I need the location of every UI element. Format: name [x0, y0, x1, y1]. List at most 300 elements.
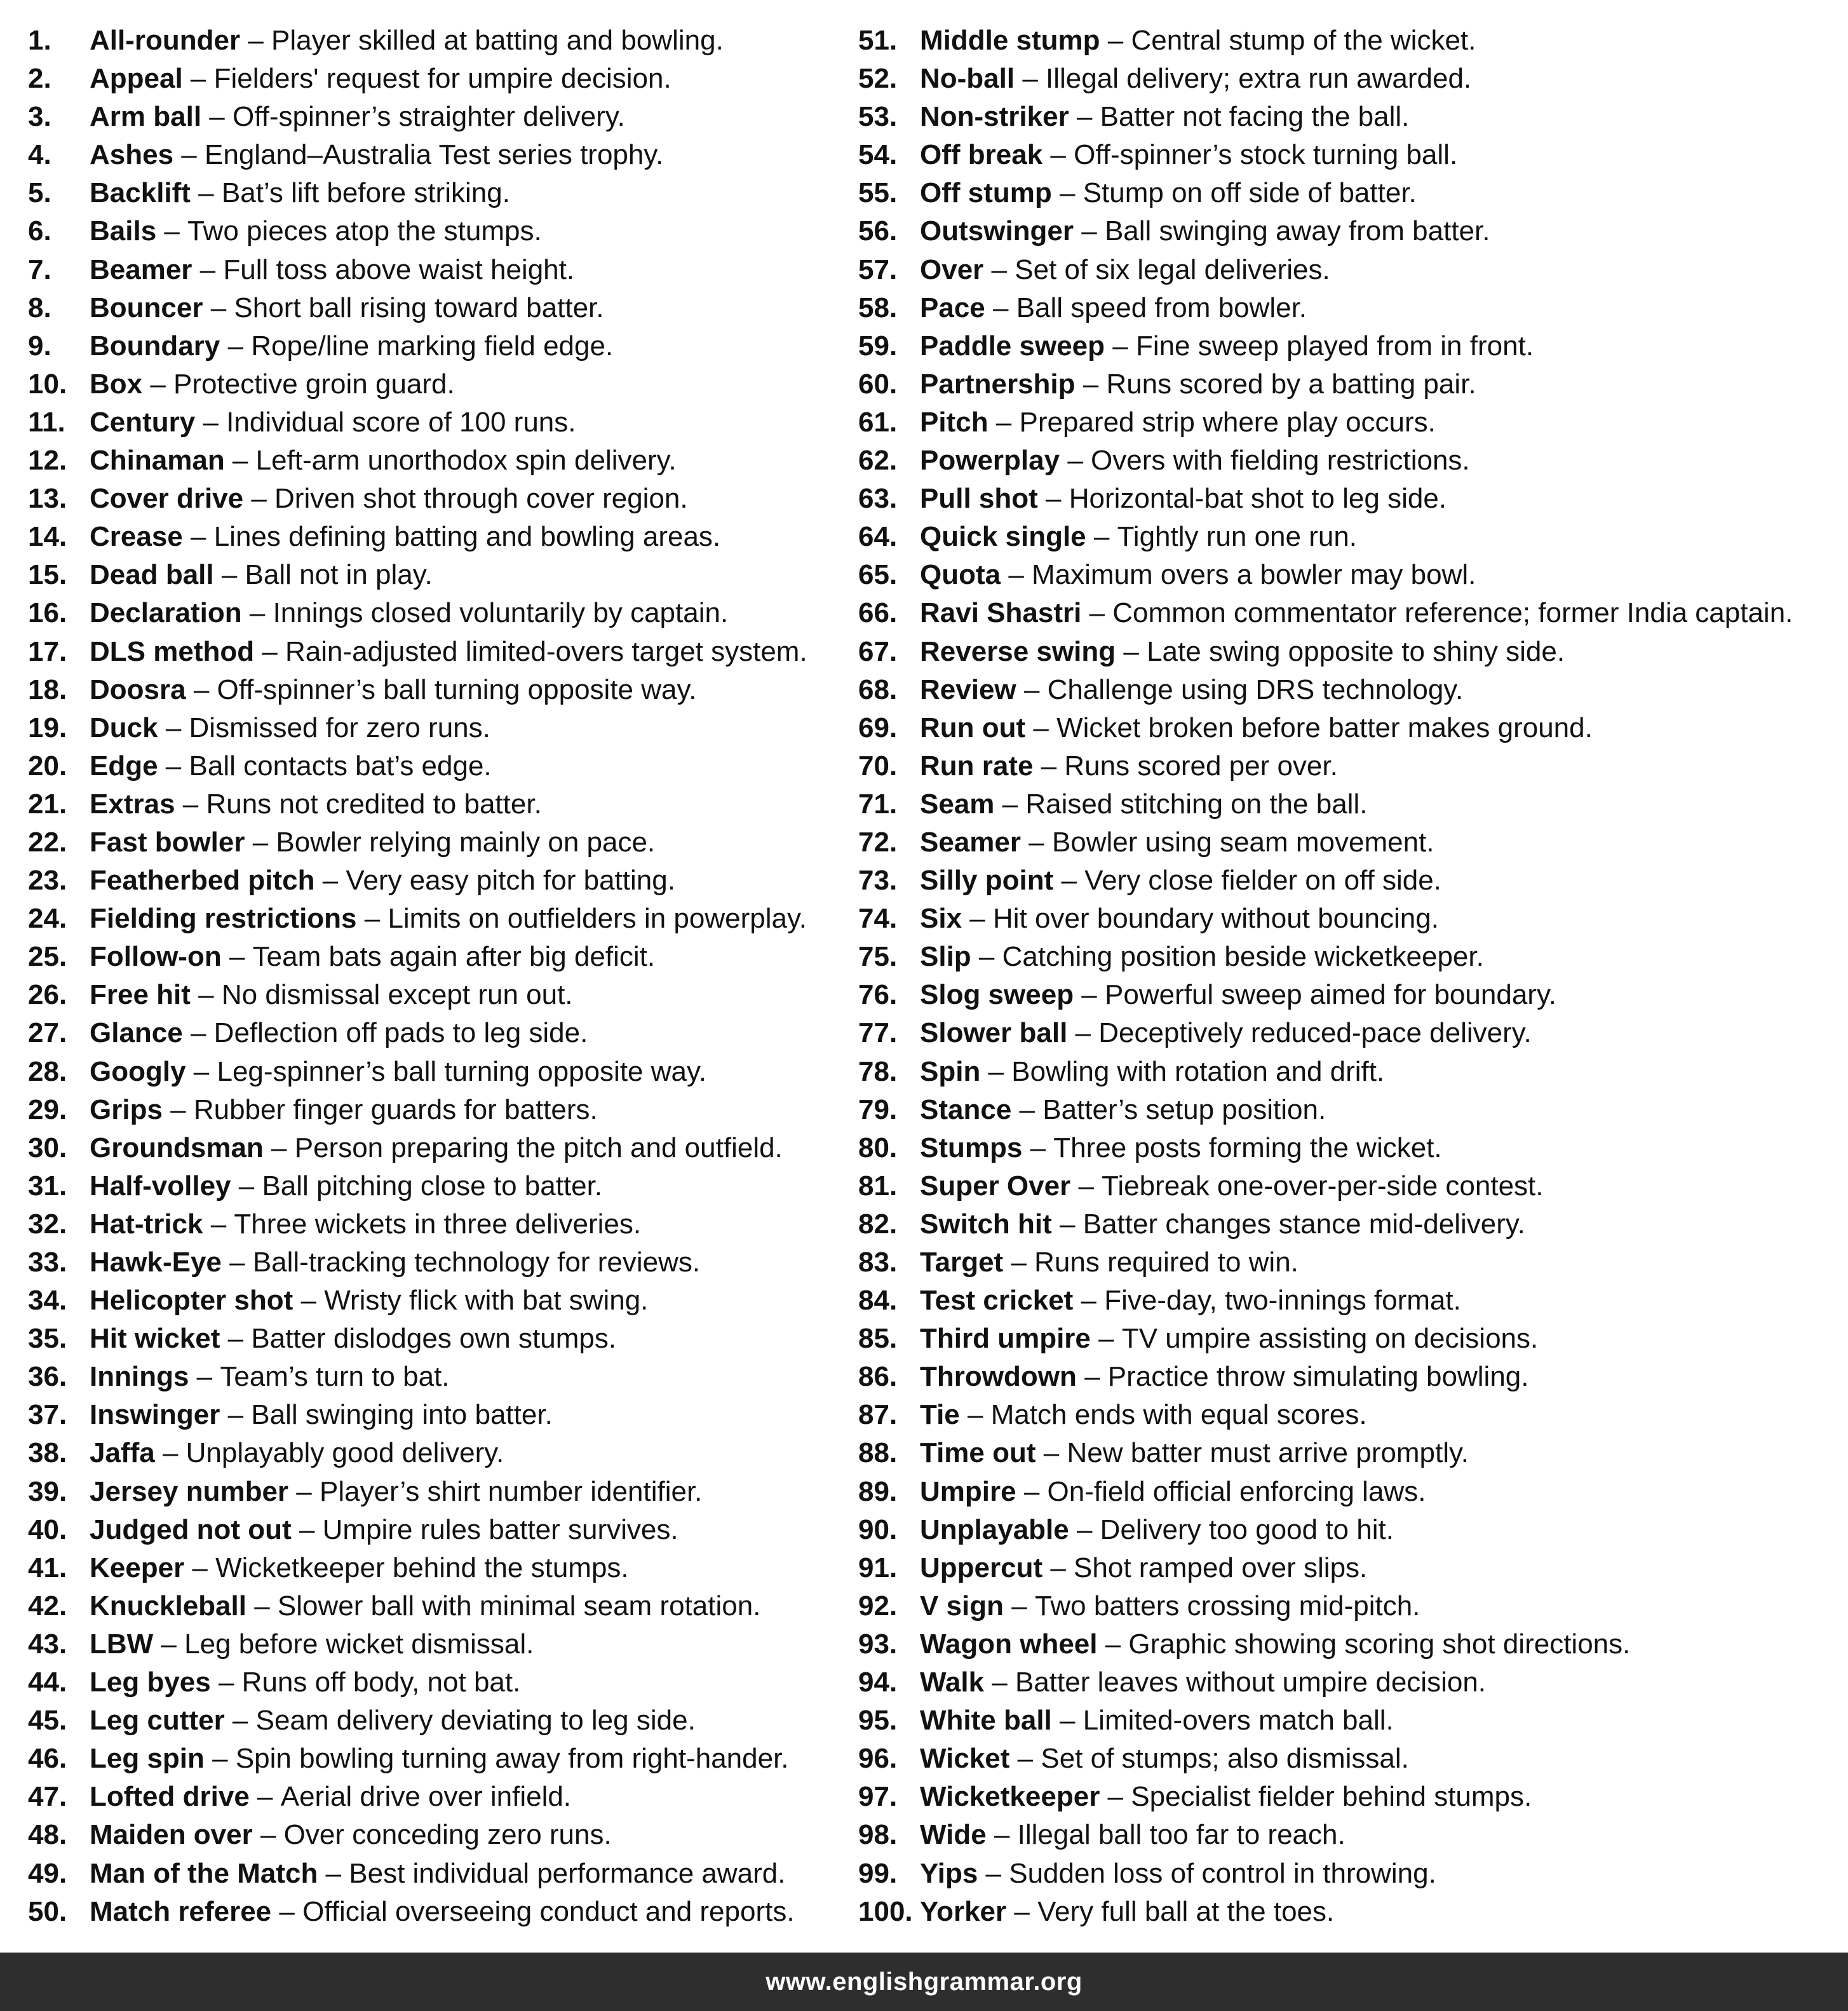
- entry-definition: Ball pitching close to batter.: [262, 1170, 603, 1202]
- entry-number: 16.: [28, 597, 67, 629]
- entry-separator: –: [240, 25, 272, 56]
- entry-definition: Match ends with equal scores.: [990, 1399, 1367, 1431]
- entry-definition: Ball-tracking technology for reviews.: [252, 1247, 701, 1278]
- entry-number: 49.: [28, 1857, 67, 1889]
- entry-term: Man of the Match: [90, 1857, 318, 1889]
- entry-definition: Dismissed for zero runs.: [189, 712, 490, 743]
- entry-separator: –: [213, 559, 245, 591]
- entry-definition: Rope/line marking field edge.: [251, 330, 614, 362]
- entry-definition: Five-day, two-innings format.: [1104, 1285, 1461, 1317]
- entry-number: 59.: [858, 330, 898, 362]
- entry-number: 73.: [858, 865, 898, 897]
- entry-number: 75.: [858, 941, 898, 973]
- entry-separator: –: [1069, 101, 1100, 133]
- entry-number: 20.: [28, 750, 67, 782]
- glossary-entry: [28, 1511, 828, 1549]
- entry-term: Ashes: [90, 139, 174, 171]
- glossary-entry: [28, 1434, 828, 1472]
- entry-separator: –: [1011, 1094, 1043, 1125]
- entry-definition: Deflection off pads to leg side.: [213, 1017, 588, 1049]
- entry-number: 22.: [28, 826, 67, 858]
- entry-separator: –: [1051, 1705, 1083, 1737]
- glossary-entry: [858, 1434, 1837, 1472]
- entry-number: 51.: [858, 25, 898, 56]
- entry-number: 62.: [858, 445, 898, 477]
- entry-number: 31.: [28, 1170, 67, 1202]
- entry-term: Stance: [920, 1094, 1012, 1125]
- entry-term: White ball: [920, 1705, 1052, 1737]
- entry-number: 85.: [858, 1323, 898, 1355]
- entry-term: Run out: [920, 712, 1026, 743]
- glossary-entry: [28, 136, 828, 174]
- entry-term: Wide: [920, 1819, 987, 1851]
- entry-number: 71.: [858, 788, 898, 820]
- entry-term: Jersey number: [90, 1475, 289, 1507]
- entry-separator: –: [293, 1285, 325, 1317]
- entry-definition: Off-spinner’s stock turning ball.: [1074, 139, 1458, 171]
- glossary-entry: [28, 862, 828, 900]
- entry-term: Walk: [920, 1667, 985, 1698]
- glossary-entry: [858, 556, 1837, 594]
- entry-separator: –: [1086, 521, 1117, 553]
- entry-term: Glance: [90, 1017, 183, 1049]
- entry-separator: –: [1070, 1170, 1102, 1202]
- entry-term: Unplayable: [920, 1513, 1069, 1545]
- entry-number: 23.: [28, 865, 67, 897]
- footer-website-link[interactable]: www.englishgrammar.org: [766, 1967, 1082, 1996]
- entry-number: 6.: [28, 215, 51, 247]
- entry-term: Off stump: [920, 177, 1052, 209]
- entry-number: 58.: [858, 292, 898, 323]
- entry-definition: Runs off body, not bat.: [241, 1667, 521, 1698]
- entry-separator: –: [988, 406, 1020, 438]
- glossary-entry: [858, 289, 1837, 327]
- entry-number: 32.: [28, 1208, 67, 1240]
- entry-term: DLS method: [90, 635, 255, 667]
- entry-separator: –: [1076, 1361, 1108, 1393]
- entry-term: Six: [920, 903, 962, 935]
- entry-term: Keeper: [90, 1552, 185, 1583]
- entry-term: Box: [90, 368, 143, 400]
- entry-term: Free hit: [90, 979, 191, 1011]
- entry-separator: –: [314, 865, 346, 897]
- entry-term: Wagon wheel: [920, 1628, 1098, 1660]
- entry-definition: Runs required to win.: [1034, 1247, 1298, 1278]
- glossary-entry: [28, 212, 828, 250]
- glossary-entry: [28, 1129, 828, 1167]
- entry-number: 84.: [858, 1285, 898, 1317]
- entry-separator: –: [182, 63, 214, 95]
- entry-definition: Player skilled at batting and bowling.: [271, 25, 724, 56]
- entry-separator: –: [185, 1055, 217, 1087]
- glossary-entry: [858, 1358, 1837, 1396]
- entry-definition: Tiebreak one-over-per-side contest.: [1102, 1170, 1544, 1202]
- entry-definition: Powerful sweep aimed for boundary.: [1105, 979, 1556, 1011]
- entry-definition: New batter must arrive promptly.: [1067, 1437, 1469, 1469]
- glossary-entry: [28, 938, 828, 976]
- entry-term: Tie: [920, 1399, 960, 1431]
- entry-number: 93.: [858, 1628, 898, 1660]
- entry-separator: –: [1073, 1285, 1105, 1317]
- entry-number: 8.: [28, 292, 51, 323]
- entry-number: 65.: [858, 559, 898, 591]
- entry-definition: Best individual performance award.: [349, 1857, 786, 1889]
- glossary-entry: [858, 403, 1837, 442]
- entry-term: Backlift: [90, 177, 191, 209]
- entry-number: 25.: [28, 941, 67, 973]
- entry-term: Leg spin: [90, 1743, 205, 1775]
- entry-term: Powerplay: [920, 445, 1060, 477]
- entry-definition: Horizontal-bat shot to leg side.: [1069, 483, 1447, 515]
- entry-term: Off break: [920, 139, 1043, 171]
- entry-separator: –: [203, 1208, 234, 1240]
- glossary-entry: [858, 1587, 1837, 1625]
- entry-number: 45.: [28, 1705, 67, 1737]
- glossary-entry: [28, 480, 828, 518]
- entry-separator: –: [162, 1094, 194, 1125]
- entry-separator: –: [243, 483, 275, 515]
- glossary-entry: [858, 900, 1837, 938]
- entry-separator: –: [252, 1819, 284, 1851]
- entry-term: Inswinger: [90, 1399, 220, 1431]
- entry-separator: –: [1067, 1017, 1099, 1049]
- entry-number: 87.: [858, 1399, 898, 1431]
- glossary-entry: [858, 1167, 1837, 1205]
- entry-definition: Ball not in play.: [245, 559, 433, 591]
- entry-separator: –: [271, 1895, 303, 1927]
- entry-term: Paddle sweep: [920, 330, 1105, 362]
- entry-number: 46.: [28, 1743, 67, 1775]
- glossary-entry: [28, 709, 828, 747]
- glossary-entry: [858, 1740, 1837, 1778]
- entry-term: Declaration: [90, 597, 242, 629]
- glossary-entry: [858, 22, 1837, 60]
- glossary-entry: [858, 747, 1837, 785]
- entry-definition: Two pieces atop the stumps.: [187, 215, 542, 247]
- glossary-entry: [28, 900, 828, 938]
- glossary-entry: [858, 251, 1837, 289]
- entry-definition: Bowling with rotation and drift.: [1011, 1055, 1385, 1087]
- entry-definition: Rain-adjusted limited-overs target system.: [285, 635, 807, 667]
- glossary-entry: [28, 976, 828, 1014]
- entry-term: Googly: [90, 1055, 186, 1087]
- entry-number: 7.: [28, 254, 51, 285]
- glossary-entry: [28, 1625, 828, 1663]
- glossary-entry: [28, 1320, 828, 1358]
- entry-term: Groundsman: [90, 1132, 264, 1163]
- entry-term: Middle stump: [920, 25, 1100, 56]
- glossary-entry: [28, 1014, 828, 1052]
- glossary-entry: [28, 785, 828, 823]
- entry-definition: Tightly run one run.: [1117, 521, 1358, 553]
- glossary-entry: [28, 98, 828, 136]
- entry-definition: Ball contacts bat’s edge.: [189, 750, 492, 782]
- entry-definition: Deceptively reduced-pace delivery.: [1098, 1017, 1532, 1049]
- entry-number: 77.: [858, 1017, 898, 1049]
- entry-separator: –: [224, 445, 256, 477]
- entry-term: Spin: [920, 1055, 981, 1087]
- entry-separator: –: [978, 1857, 1009, 1889]
- entry-number: 97.: [858, 1781, 898, 1813]
- entry-separator: –: [985, 292, 1016, 323]
- entry-separator: –: [158, 750, 189, 782]
- glossary-entry: [28, 1358, 828, 1396]
- entry-definition: Common commentator reference; former India captain.: [1112, 597, 1793, 629]
- entry-term: Leg cutter: [90, 1705, 225, 1737]
- entry-definition: Catching position beside wicketkeeper.: [1002, 941, 1484, 973]
- glossary-entry: [858, 976, 1837, 1014]
- entry-definition: Overs with fielding restrictions.: [1091, 445, 1470, 477]
- entry-definition: Graphic showing scoring shot directions.: [1128, 1628, 1631, 1660]
- entry-term: Wicketkeeper: [920, 1781, 1100, 1813]
- glossary-entry: [28, 289, 828, 327]
- entry-separator: –: [153, 1628, 185, 1660]
- entry-number: 66.: [858, 597, 898, 629]
- entry-definition: Batter dislodges own stumps.: [251, 1323, 617, 1355]
- entry-separator: –: [356, 903, 388, 935]
- entry-number: 5.: [28, 177, 51, 209]
- glossary-entry: [28, 1702, 828, 1740]
- entry-definition: Set of six legal deliveries.: [1015, 254, 1330, 285]
- entry-number: 98.: [858, 1819, 898, 1851]
- entry-number: 56.: [858, 215, 898, 247]
- entry-term: Non-striker: [920, 101, 1069, 133]
- entry-definition: Aerial drive over infield.: [280, 1781, 572, 1813]
- entry-separator: –: [1009, 1743, 1041, 1775]
- glossary-entry: [858, 1625, 1837, 1663]
- entry-number: 83.: [858, 1247, 898, 1278]
- glossary-entry: [858, 174, 1837, 212]
- glossary-entry: [28, 1091, 828, 1129]
- glossary-entry: [858, 1855, 1837, 1893]
- entry-number: 63.: [858, 483, 898, 515]
- glossary-entry: [858, 785, 1837, 823]
- entry-separator: –: [1116, 635, 1147, 667]
- entry-definition: Innings closed voluntarily by captain.: [273, 597, 729, 629]
- entry-term: Uppercut: [920, 1552, 1043, 1583]
- entry-separator: –: [1051, 177, 1083, 209]
- entry-definition: Two batters crossing mid-pitch.: [1034, 1590, 1420, 1622]
- entry-definition: Batter changes stance mid-delivery.: [1082, 1208, 1525, 1240]
- entry-term: Target: [920, 1247, 1004, 1278]
- entry-definition: On-field official enforcing laws.: [1047, 1475, 1426, 1507]
- entry-definition: Driven shot through cover region.: [274, 483, 688, 515]
- entry-term: Pitch: [920, 406, 988, 438]
- entry-term: Maiden over: [90, 1819, 253, 1851]
- glossary-entry: [858, 1396, 1837, 1434]
- glossary-entry: [28, 1167, 828, 1205]
- entry-number: 91.: [858, 1552, 898, 1583]
- entry-number: 92.: [858, 1590, 898, 1622]
- glossary-entry: [858, 136, 1837, 174]
- entry-separator: –: [959, 1399, 991, 1431]
- entry-definition: No dismissal except run out.: [221, 979, 573, 1011]
- entry-term: Outswinger: [920, 215, 1074, 247]
- entry-number: 13.: [28, 483, 67, 515]
- entry-number: 3.: [28, 101, 51, 133]
- entry-number: 99.: [858, 1857, 898, 1889]
- entry-separator: –: [210, 1667, 242, 1698]
- entry-separator: –: [201, 101, 233, 133]
- entry-term: Fast bowler: [90, 826, 245, 858]
- glossary-entry: [858, 518, 1837, 556]
- glossary-column-left: [28, 22, 828, 1931]
- entry-separator: –: [1074, 979, 1105, 1011]
- entry-term: Extras: [90, 788, 175, 820]
- entry-separator: –: [983, 254, 1015, 285]
- entry-term: Quick single: [920, 521, 1086, 553]
- entry-term: Throwdown: [920, 1361, 1077, 1393]
- entry-separator: –: [1022, 1132, 1054, 1163]
- entry-definition: Maximum overs a bowler may bowl.: [1032, 559, 1476, 591]
- entry-number: 80.: [858, 1132, 898, 1163]
- glossary-entry: [28, 60, 828, 98]
- entry-term: Slower ball: [920, 1017, 1068, 1049]
- entry-separator: –: [190, 177, 222, 209]
- entry-term: Edge: [90, 750, 158, 782]
- entry-term: Quota: [920, 559, 1001, 591]
- entry-term: Time out: [920, 1437, 1036, 1469]
- entry-separator: –: [1060, 445, 1091, 477]
- entry-term: Knuckleball: [90, 1590, 246, 1622]
- entry-number: 17.: [28, 635, 67, 667]
- entry-definition: Runs not credited to batter.: [206, 788, 542, 820]
- glossary-entry: [858, 633, 1837, 671]
- entry-number: 37.: [28, 1399, 67, 1431]
- glossary-entry: [858, 212, 1837, 250]
- entry-definition: Leg before wicket dismissal.: [184, 1628, 534, 1660]
- entry-number: 72.: [858, 826, 898, 858]
- entry-separator: –: [986, 1819, 1018, 1851]
- entry-definition: Set of stumps; also dismissal.: [1041, 1743, 1409, 1775]
- entry-term: Slog sweep: [920, 979, 1074, 1011]
- entry-separator: –: [220, 330, 252, 362]
- entry-definition: Limits on outfielders in powerplay.: [388, 903, 807, 935]
- entry-number: 52.: [858, 63, 898, 95]
- entry-number: 24.: [28, 903, 67, 935]
- entry-number: 41.: [28, 1552, 67, 1583]
- entry-number: 69.: [858, 712, 898, 743]
- entry-definition: Central stump of the wicket.: [1131, 25, 1476, 56]
- entry-definition: England–Australia Test series trophy.: [205, 139, 664, 171]
- glossary-entry: [858, 862, 1837, 900]
- entry-definition: Ball speed from bowler.: [1016, 292, 1307, 323]
- entry-definition: Ball swinging away from batter.: [1104, 215, 1490, 247]
- entry-number: 86.: [858, 1361, 898, 1393]
- entry-separator: –: [241, 597, 273, 629]
- entry-term: Yorker: [920, 1895, 1007, 1927]
- entry-number: 42.: [28, 1590, 67, 1622]
- entry-term: Match referee: [90, 1895, 272, 1927]
- entry-definition: Left-arm unorthodox spin delivery.: [255, 445, 677, 477]
- entry-definition: Individual score of 100 runs.: [226, 406, 576, 438]
- glossary-entry: [858, 60, 1837, 98]
- entry-definition: Team bats again after big deficit.: [252, 941, 656, 973]
- entry-term: Crease: [90, 521, 183, 553]
- entry-definition: Runs scored by a batting pair.: [1106, 368, 1476, 400]
- entry-number: 10.: [28, 368, 67, 400]
- entry-term: Reverse swing: [920, 635, 1116, 667]
- entry-number: 100.: [858, 1895, 913, 1927]
- entry-term: Umpire: [920, 1475, 1016, 1507]
- entry-definition: Shot ramped over slips.: [1074, 1552, 1368, 1583]
- entry-definition: Delivery too good to hit.: [1100, 1513, 1394, 1545]
- entry-definition: TV umpire assisting on decisions.: [1121, 1323, 1539, 1355]
- glossary-entry: [858, 709, 1837, 747]
- entry-separator: –: [175, 788, 206, 820]
- entry-number: 54.: [858, 139, 898, 171]
- glossary-entry: [858, 1778, 1837, 1816]
- glossary-entry: [28, 1053, 828, 1091]
- glossary-entry: [858, 1893, 1837, 1931]
- entry-separator: –: [192, 254, 224, 285]
- entry-number: 19.: [28, 712, 67, 743]
- entry-definition: Batter not facing the ball.: [1100, 101, 1410, 133]
- entry-separator: –: [182, 521, 214, 553]
- glossary-entry: [28, 747, 828, 785]
- entry-definition: Seam delivery deviating to leg side.: [255, 1705, 696, 1737]
- entry-separator: –: [185, 674, 217, 705]
- entry-separator: –: [1100, 25, 1131, 56]
- entry-separator: –: [154, 1437, 186, 1469]
- entry-term: Century: [90, 406, 196, 438]
- entry-separator: –: [971, 941, 1002, 973]
- entry-number: 53.: [858, 101, 898, 133]
- entry-separator: –: [1016, 1475, 1048, 1507]
- entry-term: Cover drive: [90, 483, 244, 515]
- entry-separator: –: [142, 368, 174, 400]
- entry-term: All-rounder: [90, 25, 241, 56]
- entry-separator: –: [254, 635, 286, 667]
- entry-definition: Official overseeing conduct and reports.: [302, 1895, 795, 1927]
- entry-number: 1.: [28, 25, 51, 56]
- glossary-entry: [858, 480, 1837, 518]
- entry-definition: Fielders' request for umpire decision.: [213, 63, 671, 95]
- glossary-entry: [28, 403, 828, 442]
- entry-separator: –: [1016, 674, 1048, 705]
- entry-separator: –: [158, 712, 189, 743]
- entry-separator: –: [156, 215, 188, 247]
- entry-separator: –: [288, 1475, 320, 1507]
- entry-number: 67.: [858, 635, 898, 667]
- entry-separator: –: [291, 1513, 323, 1545]
- glossary-entry: [28, 22, 828, 60]
- entry-definition: Very easy pitch for batting.: [346, 865, 675, 897]
- glossary-entry: [28, 365, 828, 403]
- glossary-entry: [858, 365, 1837, 403]
- glossary-entry: [858, 823, 1837, 862]
- entry-number: 82.: [858, 1208, 898, 1240]
- entry-number: 2.: [28, 63, 51, 95]
- entry-definition: Unplayably good delivery.: [185, 1437, 504, 1469]
- entry-separator: –: [221, 941, 253, 973]
- entry-definition: Off-spinner’s ball turning opposite way.: [217, 674, 697, 705]
- entry-term: Innings: [90, 1361, 189, 1393]
- entry-definition: Rubber finger guards for batters.: [193, 1094, 598, 1125]
- entry-term: Chinaman: [90, 445, 225, 477]
- glossary-entry: [28, 823, 828, 862]
- entry-term: Duck: [90, 712, 158, 743]
- entry-number: 28.: [28, 1055, 67, 1087]
- glossary-entry: [28, 1282, 828, 1320]
- entry-number: 43.: [28, 1628, 67, 1660]
- entry-definition: Runs scored per over.: [1064, 750, 1338, 782]
- entry-definition: Bat’s lift before striking.: [221, 177, 510, 209]
- glossary-entry: [28, 633, 828, 671]
- entry-separator: –: [1075, 368, 1107, 400]
- entry-definition: Player’s shirt number identifier.: [319, 1475, 703, 1507]
- entry-definition: Lines defining batting and bowling areas.: [213, 521, 721, 553]
